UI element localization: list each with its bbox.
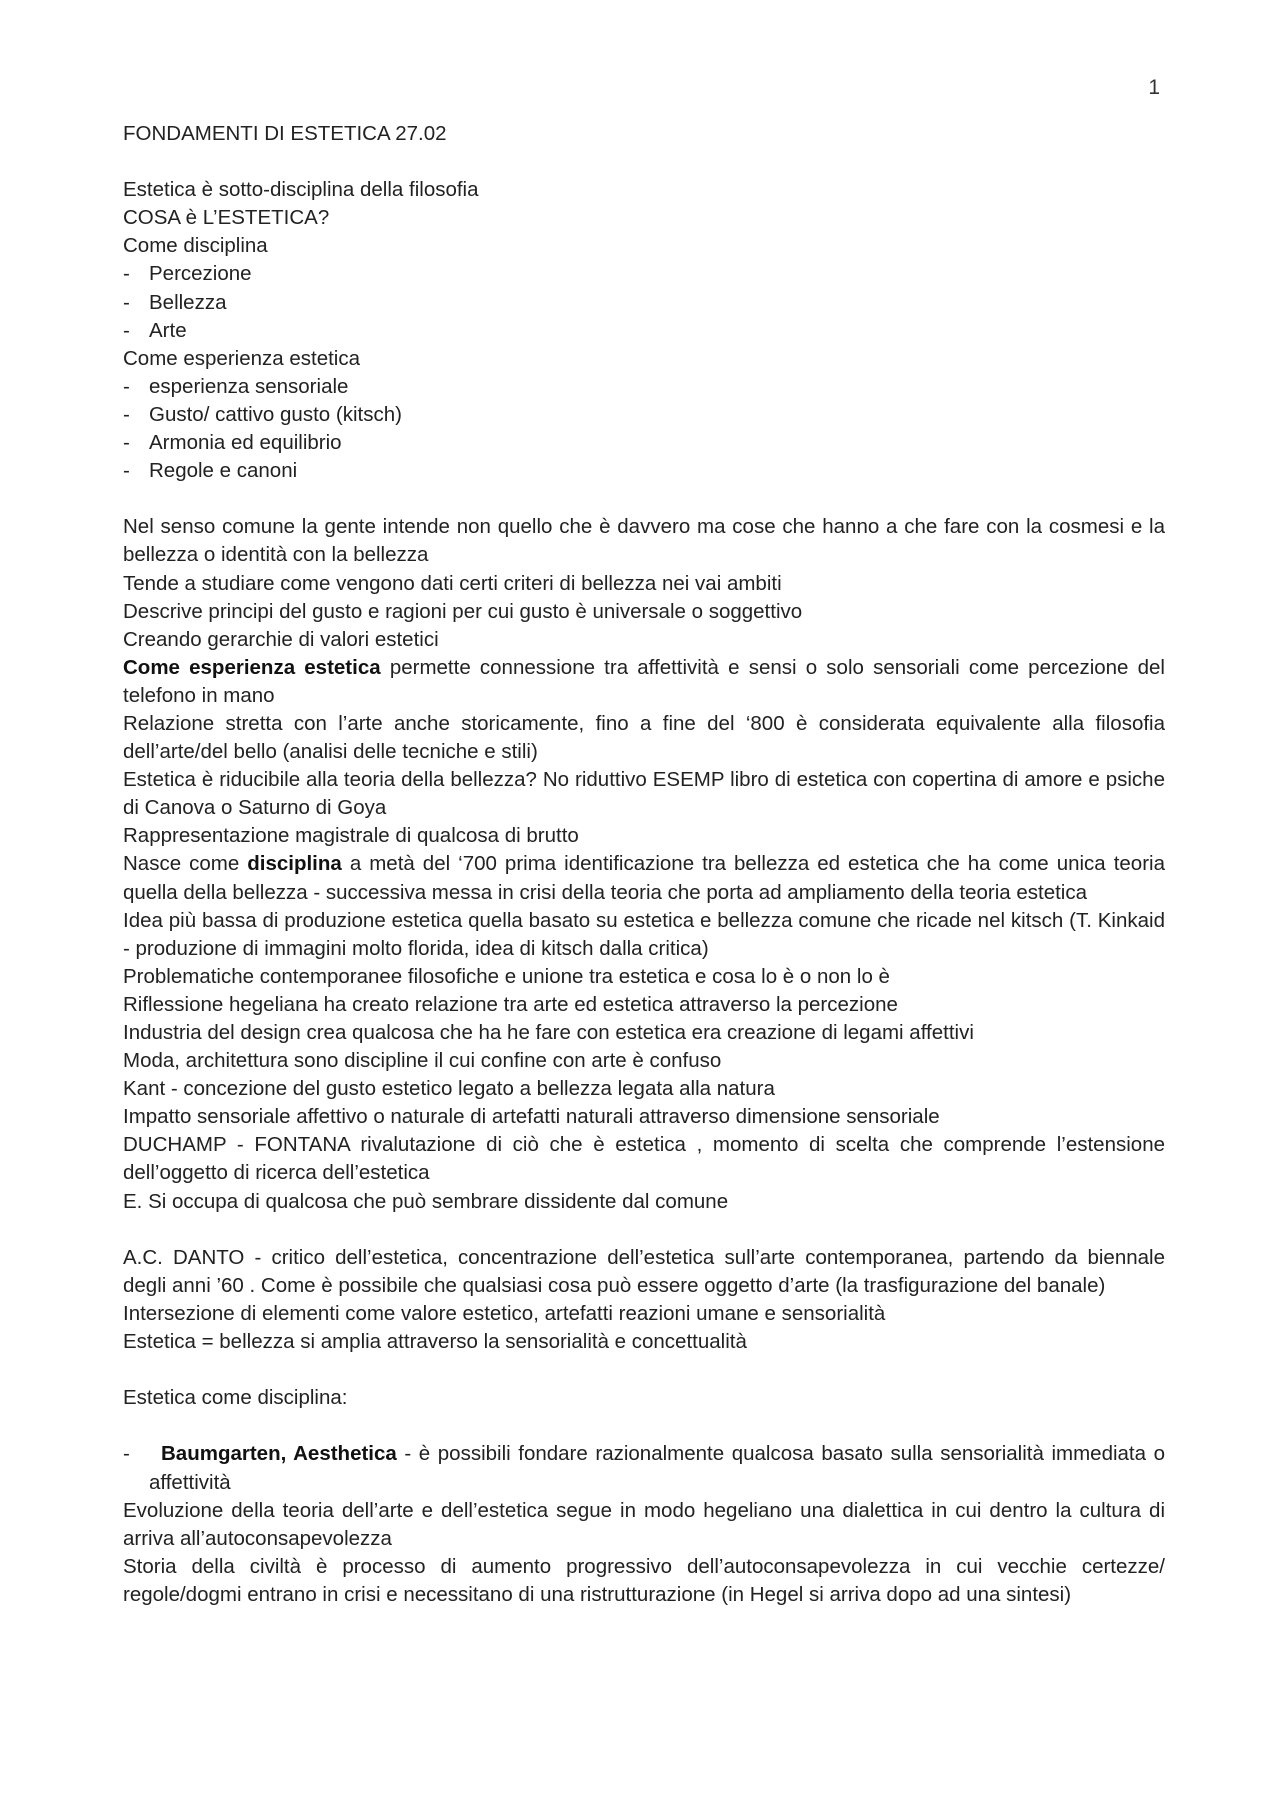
list-item: - Baumgarten, Aesthetica - è possibili fondare razionalmente qualcosa basato sulla sensorialità immediata o affettività xyxy=(123,1442,1165,1494)
section-heading: Estetica come disciplina: xyxy=(123,1386,348,1410)
bold-term: disciplina xyxy=(247,852,342,876)
paragraph: Rappresentazione magistrale di qualcosa di brutto xyxy=(123,824,579,848)
list-item: - Regole e canoni xyxy=(123,457,1165,485)
experience-heading: Come esperienza estetica xyxy=(123,346,361,370)
document-title: FONDAMENTI DI ESTETICA 27.02 xyxy=(123,122,447,145)
list-item: - Arte xyxy=(123,317,1165,345)
dash-bullet: - xyxy=(123,402,130,426)
dash-bullet: - xyxy=(123,374,130,398)
dash-bullet: - xyxy=(123,459,130,483)
paragraph: A.C. DANTO - critico dell’estetica, concentrazione dell’estetica sull’arte contemporanea, partendo da biennale degli anni ’60 . Come è possibile che qualsiasi cosa può essere oggetto d’arte (la trasfigurazione del banale) xyxy=(123,1245,1165,1297)
dash-bullet: - xyxy=(123,262,130,286)
paragraph: Come esperienza estetica permette connessione tra affettività e sensi o solo sensoriali come percezione del telefono in mano xyxy=(123,655,1165,707)
paragraph: Industria del design crea qualcosa che ha he fare con estetica era creazione di legami affettivi xyxy=(123,1021,974,1044)
paragraph: Idea più bassa di produzione estetica quella basato su estetica e bellezza comune che ricade nel kitsch (T. Kinkaid - produzione di immagini molto florida, idea di kitsch dalla critica) xyxy=(123,908,1165,960)
spacer xyxy=(123,1216,1165,1244)
paragraph: Moda, architettura sono discipline il cui confine con arte è confuso xyxy=(123,1049,722,1073)
paragraph: Relazione stretta con l’arte anche storicamente, fino a fine del ‘800 è considerata equivalente alla filosofia dell’arte/del bello (analisi delle tecniche e stili) xyxy=(123,711,1165,764)
paragraph: Impatto sensoriale affettivo o naturale di artefatti naturali attraverso dimensione sensoriale xyxy=(123,1105,940,1129)
spacer xyxy=(123,148,1165,176)
dash-bullet: - xyxy=(123,290,130,314)
spacer xyxy=(123,1412,1165,1440)
dash-bullet: - xyxy=(123,1442,130,1466)
paragraph: DUCHAMP - FONTANA rivalutazione di ciò che è estetica , momento di scelta che comprende l’estensione dell’oggetto di ricerca dell’estetica xyxy=(123,1133,1165,1185)
paragraph: Estetica = bellezza si amplia attraverso la sensorialità e concettualità xyxy=(123,1330,747,1354)
bold-term: Come esperienza estetica xyxy=(123,655,381,679)
bold-term: Baumgarten, Aesthetica xyxy=(161,1442,397,1466)
paragraph: Intersezione di elementi come valore estetico, artefatti reazioni umane e sensorialità xyxy=(123,1301,886,1325)
paragraph: Nel senso comune la gente intende non quello che è davvero ma cose che hanno a che fare con la cosmesi e la bellezza o identità con la bellezza xyxy=(123,515,1165,567)
page-number: 1 xyxy=(1148,76,1160,99)
paragraph: Evoluzione della teoria dell’arte e dell’estetica segue in modo hegeliano una dialettica in cui dentro la cultura di arriva all’autoconsapevolezza xyxy=(123,1498,1165,1550)
paragraph: Nasce come disciplina a metà del ‘700 prima identificazione tra bellezza ed estetica che ha come unica teoria quella della bellezza - successiva messa in crisi della teoria che porta ad ampliamento della teoria estetica xyxy=(123,852,1165,904)
discipline-heading: Come disciplina xyxy=(123,234,268,258)
list-item: - Percezione xyxy=(123,260,1165,288)
list-item: - Armonia ed equilibrio xyxy=(123,429,1165,457)
list-item: - Bellezza xyxy=(123,289,1165,317)
paragraph: Storia della civiltà è processo di aumento progressivo dell’autoconsapevolezza in cui vecchie certezze/ regole/dogmi entrano in crisi e necessitano di una ristrutturazione (in Hegel si arriva dopo ad una sintesi) xyxy=(123,1554,1165,1606)
document-body xyxy=(123,120,1165,1609)
spacer xyxy=(123,1356,1165,1384)
paragraph: Creando gerarchie di valori estetici xyxy=(123,627,439,651)
dash-bullet: - xyxy=(123,431,130,455)
paragraph: Problematiche contemporanee filosofiche e unione tra estetica e cosa lo è o non lo è xyxy=(123,964,890,988)
paragraph: Riflessione hegeliana ha creato relazione tra arte ed estetica attraverso la percezione xyxy=(123,992,898,1016)
paragraph: Descrive principi del gusto e ragioni per cui gusto è universale o soggettivo xyxy=(123,599,803,623)
paragraph: E. Si occupa di qualcosa che può sembrare dissidente dal comune xyxy=(123,1189,729,1213)
list-item: - Gusto/ cattivo gusto (kitsch) xyxy=(123,401,1165,429)
dash-bullet: - xyxy=(123,318,130,342)
spacer xyxy=(123,485,1165,513)
experience-list xyxy=(123,373,1165,485)
paragraph: Tende a studiare come vengono dati certi criteri di bellezza nei vai ambiti xyxy=(123,571,782,595)
paragraph: Kant - concezione del gusto estetico legato a bellezza legata alla natura xyxy=(123,1077,775,1101)
paragraph: Estetica è riducibile alla teoria della bellezza? No riduttivo ESEMP libro di estetica con copertina di amore e psiche di Canova o Saturno di Goya xyxy=(123,768,1165,820)
intro-line: Estetica è sotto-disciplina della filosofia xyxy=(123,178,479,202)
intro-question: COSA è L’ESTETICA? xyxy=(123,206,330,230)
list-item: - esperienza sensoriale xyxy=(123,373,1165,401)
discipline-list xyxy=(123,260,1165,344)
